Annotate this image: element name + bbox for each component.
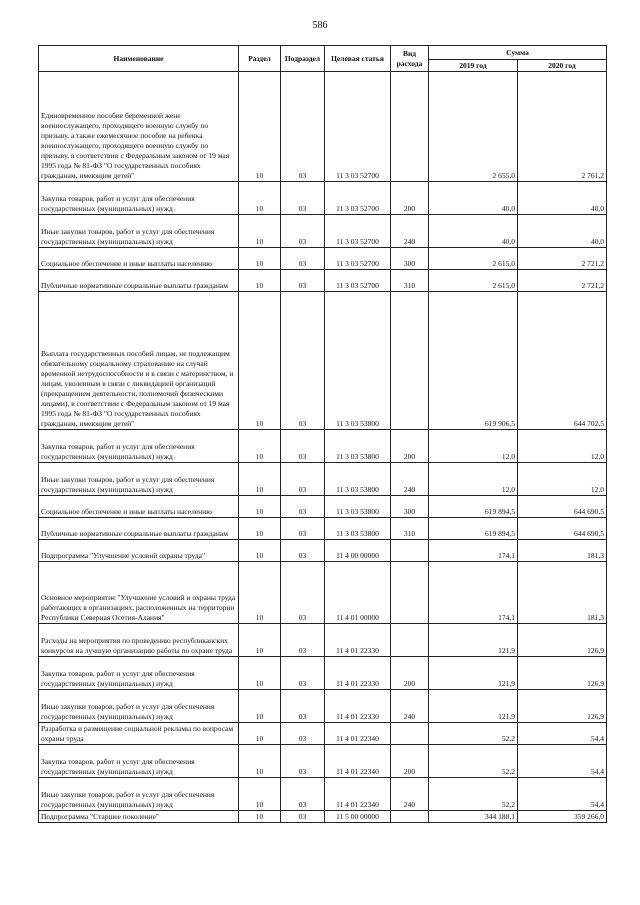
header-vid: Вид расхода	[391, 46, 429, 72]
cell-name: Социальное обеспечение и иные выплаты населению	[39, 248, 239, 270]
cell-razdel: 10	[239, 690, 281, 723]
cell-2019: 2 615,0	[429, 270, 518, 292]
cell-podrazdel: 03	[281, 270, 325, 292]
cell-podrazdel: 03	[281, 811, 325, 823]
cell-razdel: 10	[239, 182, 281, 215]
cell-target: 11 3 03 52700	[325, 248, 391, 270]
cell-vid: 240	[391, 463, 429, 496]
cell-target: 11 3 03 52700	[325, 72, 391, 182]
table-row	[39, 430, 607, 463]
cell-podrazdel: 03	[281, 182, 325, 215]
table-row	[39, 215, 607, 248]
cell-podrazdel: 03	[281, 72, 325, 182]
cell-razdel: 10	[239, 270, 281, 292]
cell-podrazdel: 03	[281, 562, 325, 624]
cell-podrazdel: 03	[281, 518, 325, 540]
cell-2019: 174,1	[429, 540, 518, 562]
cell-podrazdel: 03	[281, 657, 325, 690]
cell-podrazdel: 03	[281, 540, 325, 562]
cell-name: Иные закупки товаров, работ и услуг для обеспечения государственных (муниципальных) нужд	[39, 215, 239, 248]
cell-2020: 126,9	[518, 657, 607, 690]
table-row	[39, 248, 607, 270]
cell-name: Подпрограмма "Старшее поколение"	[39, 811, 239, 823]
cell-razdel: 10	[239, 657, 281, 690]
cell-2020: 126,9	[518, 690, 607, 723]
cell-target: 11 3 03 53800	[325, 430, 391, 463]
cell-2019: 12,0	[429, 430, 518, 463]
cell-razdel: 10	[239, 496, 281, 518]
cell-vid: 200	[391, 745, 429, 778]
table-row	[39, 723, 607, 745]
cell-2019: 619 894,5	[429, 496, 518, 518]
cell-vid: 240	[391, 215, 429, 248]
cell-podrazdel: 03	[281, 430, 325, 463]
cell-vid: 300	[391, 496, 429, 518]
table-header	[39, 46, 607, 72]
table-row	[39, 292, 607, 430]
cell-name: Закупка товаров, работ и услуг для обеспечения государственных (муниципальных) нужд	[39, 745, 239, 778]
cell-target: 11 4 01 22330	[325, 624, 391, 657]
table-row	[39, 657, 607, 690]
cell-name: Публичные нормативные социальные выплаты гражданам	[39, 270, 239, 292]
cell-target: 11 3 03 53800	[325, 518, 391, 540]
cell-2020: 12,0	[518, 463, 607, 496]
cell-2020: 54,4	[518, 745, 607, 778]
header-target: Целевая статья	[325, 46, 391, 72]
cell-vid: 310	[391, 518, 429, 540]
cell-podrazdel: 03	[281, 624, 325, 657]
table-row	[39, 745, 607, 778]
cell-target: 11 3 03 52700	[325, 182, 391, 215]
cell-razdel: 10	[239, 248, 281, 270]
cell-2019: 40,0	[429, 215, 518, 248]
cell-name: Выплата государственных пособий лицам, не подлежащим обязательному социальному страхованию на случай временной нетрудоспособности и в связи с материнством, и лицам, уволенным в связи с ликвидацией организаций (прекращением деятельности, полномочий физическими лицами), в соответствии с Федеральным законом от 19 мая 1995 года № 81-ФЗ "О государственных пособиях гражданам, имеющим детей"	[39, 292, 239, 430]
cell-target: 11 4 01 00000	[325, 562, 391, 624]
header-podrazdel: Подраздел	[281, 46, 325, 72]
cell-target: 11 4 01 22340	[325, 723, 391, 745]
cell-razdel: 10	[239, 430, 281, 463]
table-row	[39, 72, 607, 182]
header-name: Наименование	[39, 46, 239, 72]
cell-2020: 644 702,5	[518, 292, 607, 430]
cell-name: Закупка товаров, работ и услуг для обеспечения государственных (муниципальных) нужд	[39, 182, 239, 215]
cell-podrazdel: 03	[281, 723, 325, 745]
cell-name: Расходы на мероприятия по проведению республиканских конкурсов на лучшую организацию работы по охране труда	[39, 624, 239, 657]
cell-vid: 310	[391, 270, 429, 292]
cell-2019: 619 894,5	[429, 518, 518, 540]
cell-vid: 200	[391, 182, 429, 215]
cell-razdel: 10	[239, 518, 281, 540]
table-row	[39, 496, 607, 518]
cell-2020: 126,9	[518, 624, 607, 657]
cell-2020: 12,0	[518, 430, 607, 463]
cell-vid: 200	[391, 657, 429, 690]
cell-razdel: 10	[239, 624, 281, 657]
cell-target: 11 5 00 00000	[325, 811, 391, 823]
cell-target: 11 4 00 00000	[325, 540, 391, 562]
cell-2019: 174,1	[429, 562, 518, 624]
cell-2019: 52,2	[429, 723, 518, 745]
cell-razdel: 10	[239, 215, 281, 248]
cell-2020: 359 266,0	[518, 811, 607, 823]
cell-2020: 2 721,2	[518, 248, 607, 270]
cell-2020: 40,0	[518, 182, 607, 215]
cell-2019: 2 615,0	[429, 248, 518, 270]
cell-target: 11 4 01 22340	[325, 745, 391, 778]
cell-razdel: 10	[239, 723, 281, 745]
cell-2019: 2 655,0	[429, 72, 518, 182]
header-year-2019: 2019 год	[429, 60, 518, 72]
table-row	[39, 182, 607, 215]
cell-2019: 344 188,1	[429, 811, 518, 823]
table-row	[39, 562, 607, 624]
page-number: 586	[312, 20, 328, 31]
cell-2019: 40,0	[429, 182, 518, 215]
table-row	[39, 690, 607, 723]
cell-podrazdel: 03	[281, 248, 325, 270]
cell-podrazdel: 03	[281, 463, 325, 496]
cell-2019: 121,9	[429, 690, 518, 723]
cell-name: Иные закупки товаров, работ и услуг для обеспечения государственных (муниципальных) нужд	[39, 690, 239, 723]
cell-target: 11 3 03 53800	[325, 463, 391, 496]
cell-target: 11 4 01 22340	[325, 778, 391, 811]
cell-2019: 12,0	[429, 463, 518, 496]
cell-razdel: 10	[239, 811, 281, 823]
cell-vid: 240	[391, 690, 429, 723]
table-row	[39, 778, 607, 811]
table-row	[39, 270, 607, 292]
cell-vid: 200	[391, 430, 429, 463]
cell-2020: 644 690,5	[518, 496, 607, 518]
cell-2020: 181,3	[518, 562, 607, 624]
cell-name: Публичные нормативные социальные выплаты гражданам	[39, 518, 239, 540]
table-row	[39, 811, 607, 823]
cell-target: 11 3 03 52700	[325, 270, 391, 292]
cell-razdel: 10	[239, 72, 281, 182]
cell-2020: 54,4	[518, 778, 607, 811]
cell-vid	[391, 811, 429, 823]
cell-2019: 52,2	[429, 778, 518, 811]
cell-name: Закупка товаров, работ и услуг для обеспечения государственных (муниципальных) нужд	[39, 657, 239, 690]
header-razdel: Раздел	[239, 46, 281, 72]
cell-vid	[391, 723, 429, 745]
table-row	[39, 518, 607, 540]
cell-name: Единовременное пособие беременной жене военнослужащего, проходящего военную службу по призыву, а также ежемесячное пособие на ребенка военнослужащего, проходящего военную службу по призыву, в соответствии с Федеральным законом от 19 мая 1995 года № 81-ФЗ "О государственных пособиях гражданам, имеющим детей"	[39, 72, 239, 182]
cell-2020: 644 690,5	[518, 518, 607, 540]
cell-target: 11 3 03 53800	[325, 292, 391, 430]
cell-2019: 52,2	[429, 745, 518, 778]
cell-2019: 121,9	[429, 657, 518, 690]
table-row	[39, 624, 607, 657]
cell-name: Закупка товаров, работ и услуг для обеспечения государственных (муниципальных) нужд	[39, 430, 239, 463]
cell-name: Разработка и размещение социальной рекламы по вопросам охраны труда	[39, 723, 239, 745]
cell-podrazdel: 03	[281, 496, 325, 518]
cell-razdel: 10	[239, 745, 281, 778]
cell-2020: 40,0	[518, 215, 607, 248]
cell-name: Иные закупки товаров, работ и услуг для обеспечения государственных (муниципальных) нужд	[39, 463, 239, 496]
cell-2019: 619 906,5	[429, 292, 518, 430]
cell-podrazdel: 03	[281, 745, 325, 778]
cell-target: 11 4 01 22330	[325, 657, 391, 690]
cell-vid	[391, 72, 429, 182]
budget-table	[38, 45, 607, 823]
cell-vid: 300	[391, 248, 429, 270]
cell-target: 11 4 01 22330	[325, 690, 391, 723]
cell-name: Иные закупки товаров, работ и услуг для обеспечения государственных (муниципальных) нужд	[39, 778, 239, 811]
cell-target: 11 3 03 53800	[325, 496, 391, 518]
cell-target: 11 3 03 52700	[325, 215, 391, 248]
cell-2020: 181,3	[518, 540, 607, 562]
cell-razdel: 10	[239, 292, 281, 430]
cell-razdel: 10	[239, 562, 281, 624]
cell-razdel: 10	[239, 540, 281, 562]
cell-name: Социальное обеспечение и иные выплаты населению	[39, 496, 239, 518]
cell-vid	[391, 562, 429, 624]
cell-2020: 2 721,2	[518, 270, 607, 292]
cell-name: Основное мероприятие "Улучшение условий и охраны труда работающих в организациях, расположенных на территории Республики Северная Осетия-Алания"	[39, 562, 239, 624]
cell-razdel: 10	[239, 778, 281, 811]
cell-vid: 240	[391, 778, 429, 811]
header-summa: Сумма	[429, 46, 607, 60]
table-row	[39, 463, 607, 496]
cell-name: Подпрограмма "Улучшение условий охраны труда"	[39, 540, 239, 562]
table-row	[39, 540, 607, 562]
cell-2020: 2 761,2	[518, 72, 607, 182]
header-year-2020: 2020 год	[518, 60, 607, 72]
cell-vid	[391, 624, 429, 657]
cell-vid	[391, 292, 429, 430]
cell-podrazdel: 03	[281, 690, 325, 723]
cell-podrazdel: 03	[281, 215, 325, 248]
cell-2020: 54,4	[518, 723, 607, 745]
cell-vid	[391, 540, 429, 562]
cell-podrazdel: 03	[281, 778, 325, 811]
cell-razdel: 10	[239, 463, 281, 496]
cell-podrazdel: 03	[281, 292, 325, 430]
cell-2019: 121,9	[429, 624, 518, 657]
table-body	[39, 72, 607, 823]
